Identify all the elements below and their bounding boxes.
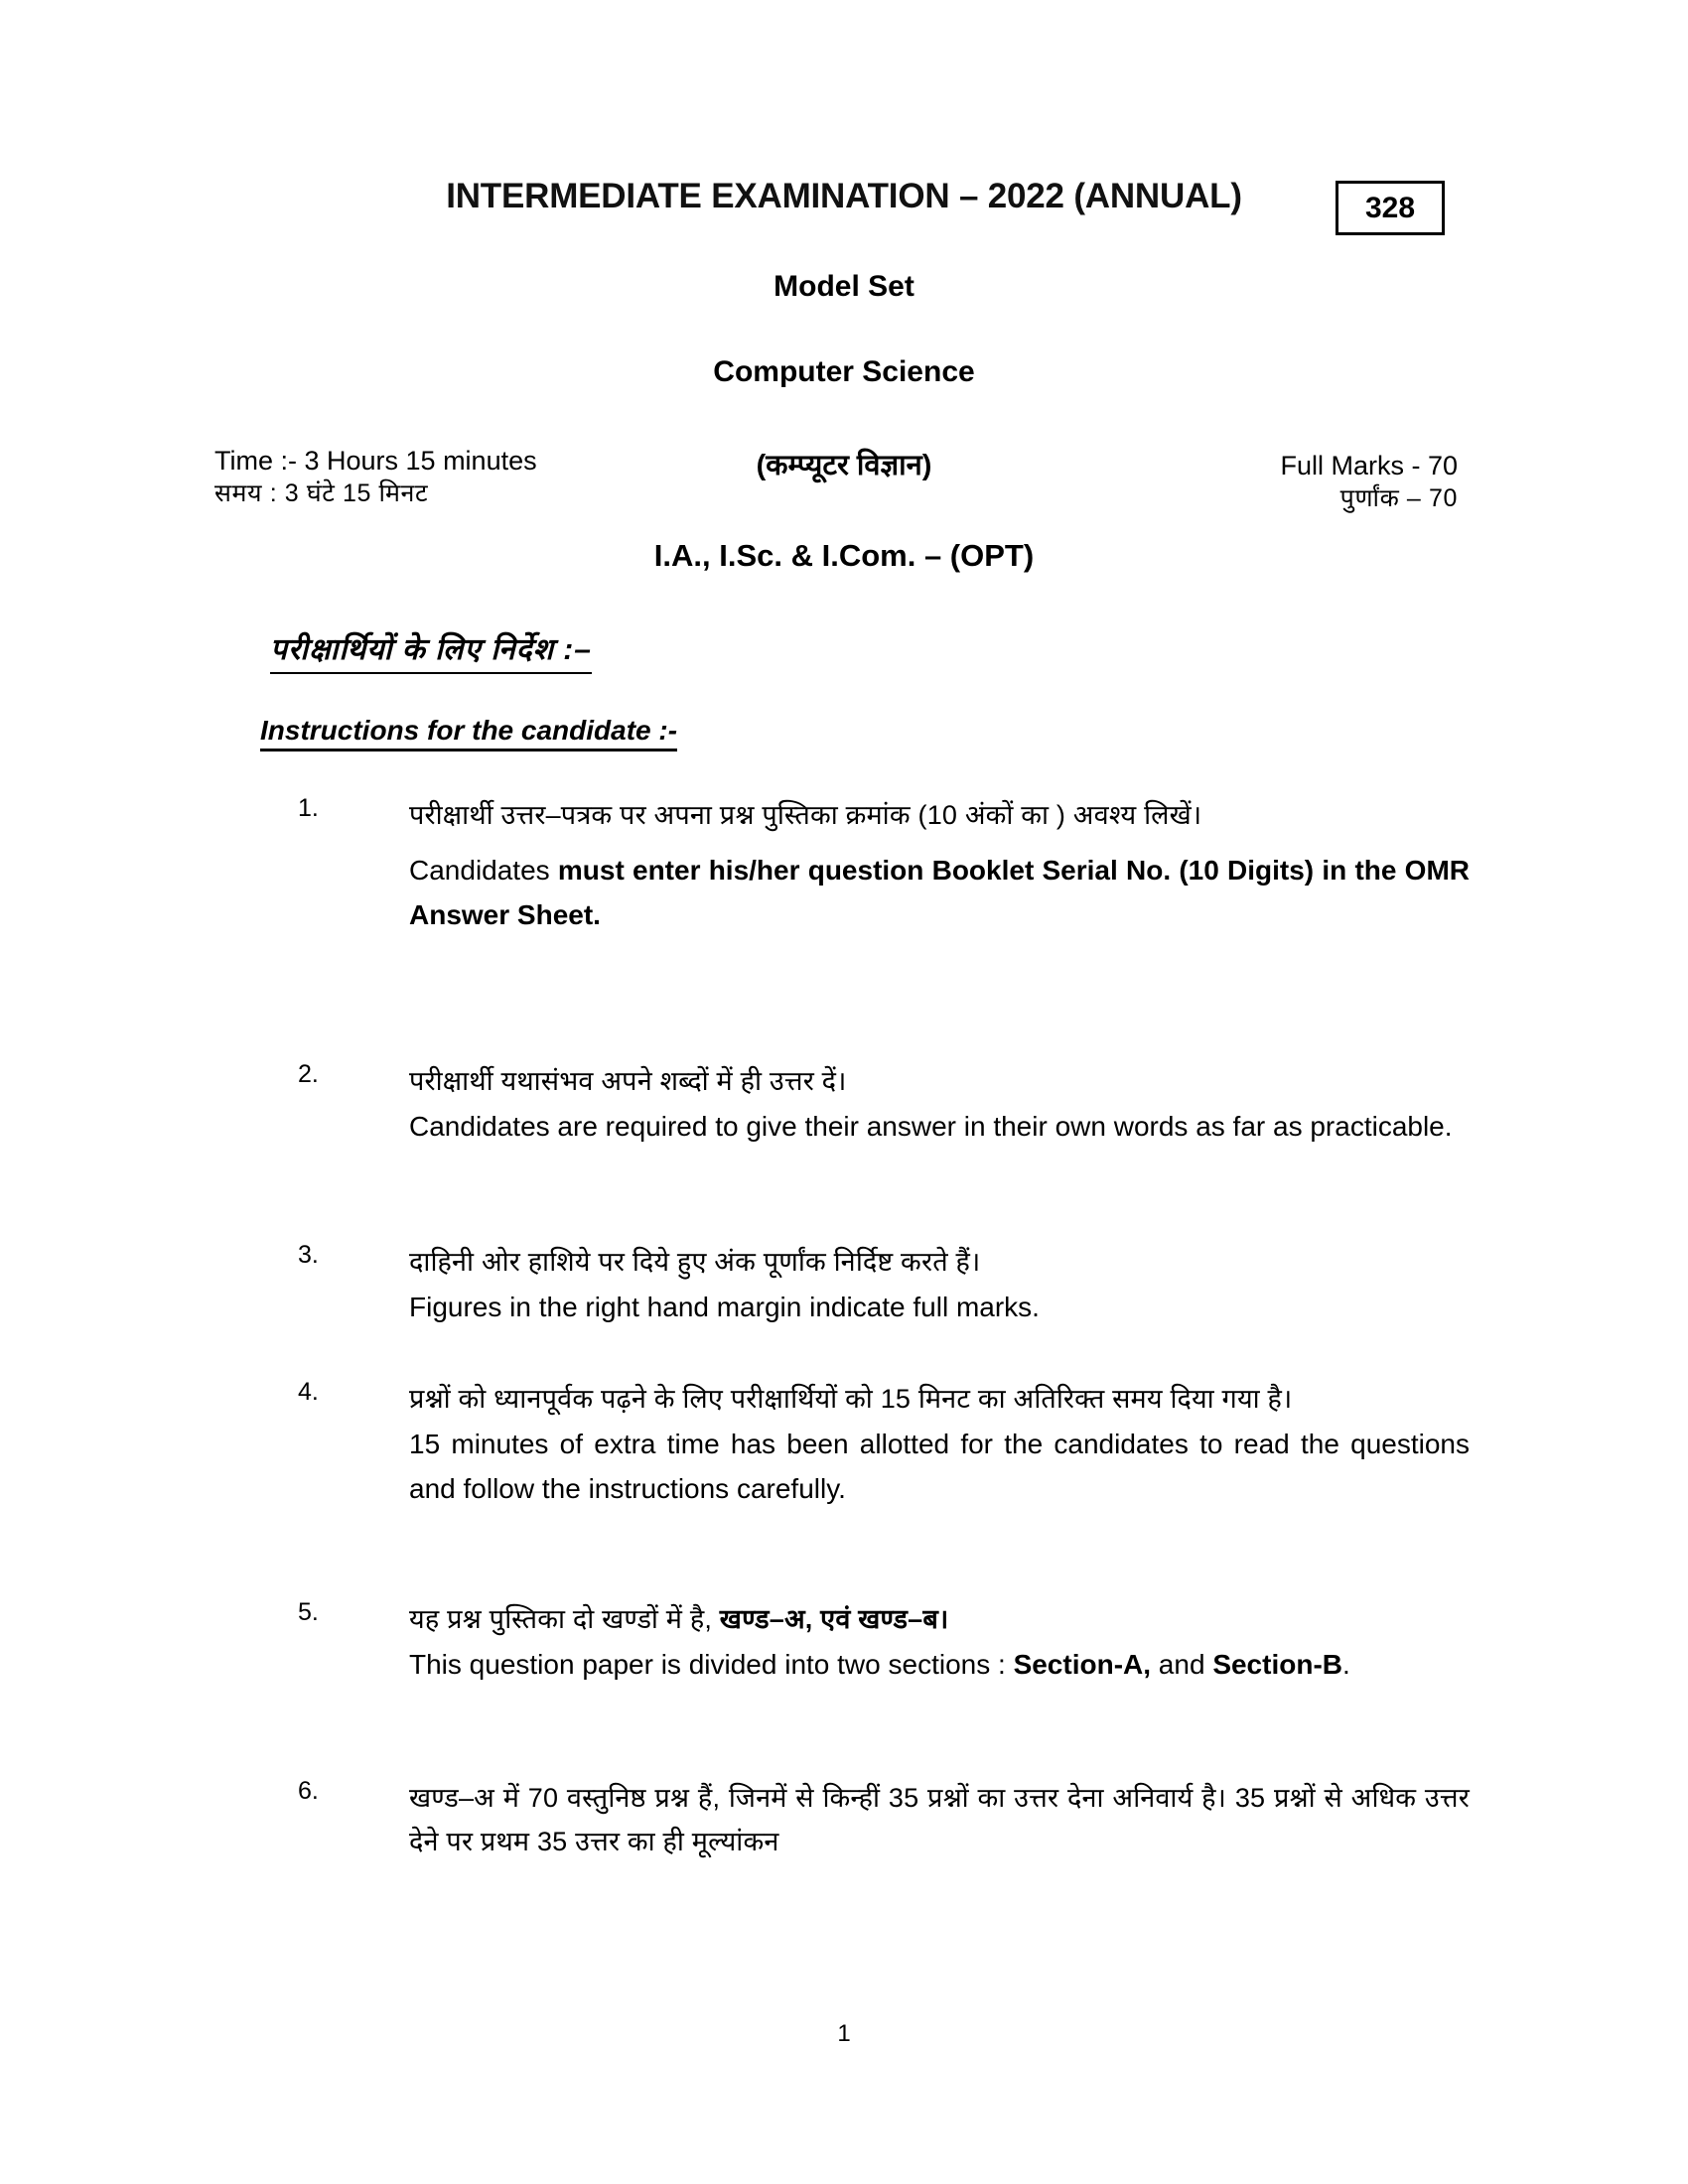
time-english: Time :- 3 Hours 15 minutes — [214, 446, 537, 476]
instruction-body — [409, 1598, 1470, 1687]
instruction-text-english — [409, 1642, 1470, 1687]
instruction-text-english — [409, 848, 1470, 938]
time-block — [214, 445, 537, 511]
instruction-number: 3. — [298, 1241, 319, 1269]
instruction-item — [298, 794, 1470, 1060]
instruction-item — [298, 1241, 1470, 1378]
full-marks-block — [1280, 450, 1458, 516]
instruction-text-hindi-bold: खण्ड–अ, एवं खण्ड–ब। — [719, 1604, 949, 1634]
exam-title: INTERMEDIATE EXAMINATION – 2022 (ANNUAL) — [446, 177, 1242, 215]
instruction-number: 6. — [298, 1777, 319, 1805]
instructions-heading-english: Instructions for the candidate :- — [260, 715, 677, 751]
full-marks-hindi: पुर्णांक – 70 — [1339, 483, 1458, 512]
instruction-number: 2. — [298, 1060, 319, 1088]
instruction-text-english-part3: . — [1342, 1648, 1350, 1680]
instruction-text-english: Candidates are required to give their answer in their own words as far as practicable. — [409, 1110, 1453, 1142]
instruction-text-english: 15 minutes of extra time has been allotted for the candidates to read the questions and follow the instructions carefully. — [409, 1428, 1470, 1505]
paper-code-box — [1336, 181, 1445, 235]
time-hindi: समय : 3 घंटे 15 मिनट — [214, 478, 429, 507]
instruction-text-english-part2: and — [1151, 1648, 1213, 1680]
instruction-text-english-part1: This question paper is divided into two sections : — [409, 1648, 1014, 1680]
instructions-list — [298, 794, 1470, 1863]
instruction-text-section-a: Section-A, — [1013, 1648, 1152, 1680]
instruction-text-hindi: प्रश्नों को ध्यानपूर्वक पढ़ने के लिए परीक्षार्थियों को 15 मिनट का अतिरिक्त समय दिया गया है। — [409, 1384, 1293, 1414]
instruction-number: 4. — [298, 1378, 319, 1406]
subject-title-english: Computer Science — [713, 355, 975, 388]
instructions-heading-hindi: परीक्षार्थियों के लिए निर्देश :– — [270, 627, 592, 674]
model-set-label: Model Set — [774, 270, 914, 303]
instruction-text-hindi: परीक्षार्थी उत्तर–पत्रक पर अपना प्रश्न पुस्तिका क्रमांक (10 अंकों का ) अवश्य लिखें। — [409, 800, 1202, 830]
instruction-item — [298, 1060, 1470, 1241]
page-number: 1 — [837, 2020, 851, 2047]
instruction-body — [409, 794, 1470, 937]
instruction-text-section-b: Section-B — [1212, 1648, 1342, 1680]
instruction-body — [409, 1241, 1470, 1329]
full-marks-english: Full Marks - 70 — [1280, 451, 1458, 480]
instruction-text-hindi: दाहिनी ओर हाशिये पर दिये हुए अंक पूर्णांक निर्दिष्ट करते हैं। — [409, 1247, 981, 1277]
instruction-text-hindi: परीक्षार्थी यथासंभव अपने शब्दों में ही उत्तर दें। — [409, 1066, 847, 1096]
subject-title-hindi: (कम्प्यूटर विज्ञान) — [756, 450, 932, 481]
instruction-text-hindi — [409, 1598, 1470, 1642]
instruction-number: 1. — [298, 794, 319, 822]
instruction-text-english-plain: Candidates — [409, 854, 558, 886]
instruction-text-hindi-plain: यह प्रश्न पुस्तिका दो खण्डों में है, — [409, 1604, 720, 1634]
instruction-text-english: Figures in the right hand margin indicate full marks. — [409, 1291, 1040, 1322]
instruction-item — [298, 1598, 1470, 1777]
instruction-text-hindi: खण्ड–अ में 70 वस्तुनिष्ठ प्रश्न हैं, जिनमें से किन्हीं 35 प्रश्नों का उत्तर देना अनिवार्य है। 35 प्रश्नों से अधिक उत्तर देने पर प्रथम 35 उत्तर का ही मूल्यांकन — [409, 1783, 1470, 1856]
instruction-number: 5. — [298, 1598, 319, 1626]
instruction-text-english-bold: must enter his/her question Booklet Serial No. (10 Digits) in the OMR Answer Sheet. — [409, 854, 1471, 931]
instruction-item — [298, 1777, 1470, 1863]
instruction-body — [409, 1378, 1470, 1511]
stream-line: I.A., I.Sc. & I.Com. – (OPT) — [653, 538, 1035, 573]
instruction-body — [409, 1060, 1470, 1149]
instruction-body — [409, 1777, 1470, 1863]
paper-code: 328 — [1364, 191, 1416, 224]
instruction-item — [298, 1378, 1470, 1598]
